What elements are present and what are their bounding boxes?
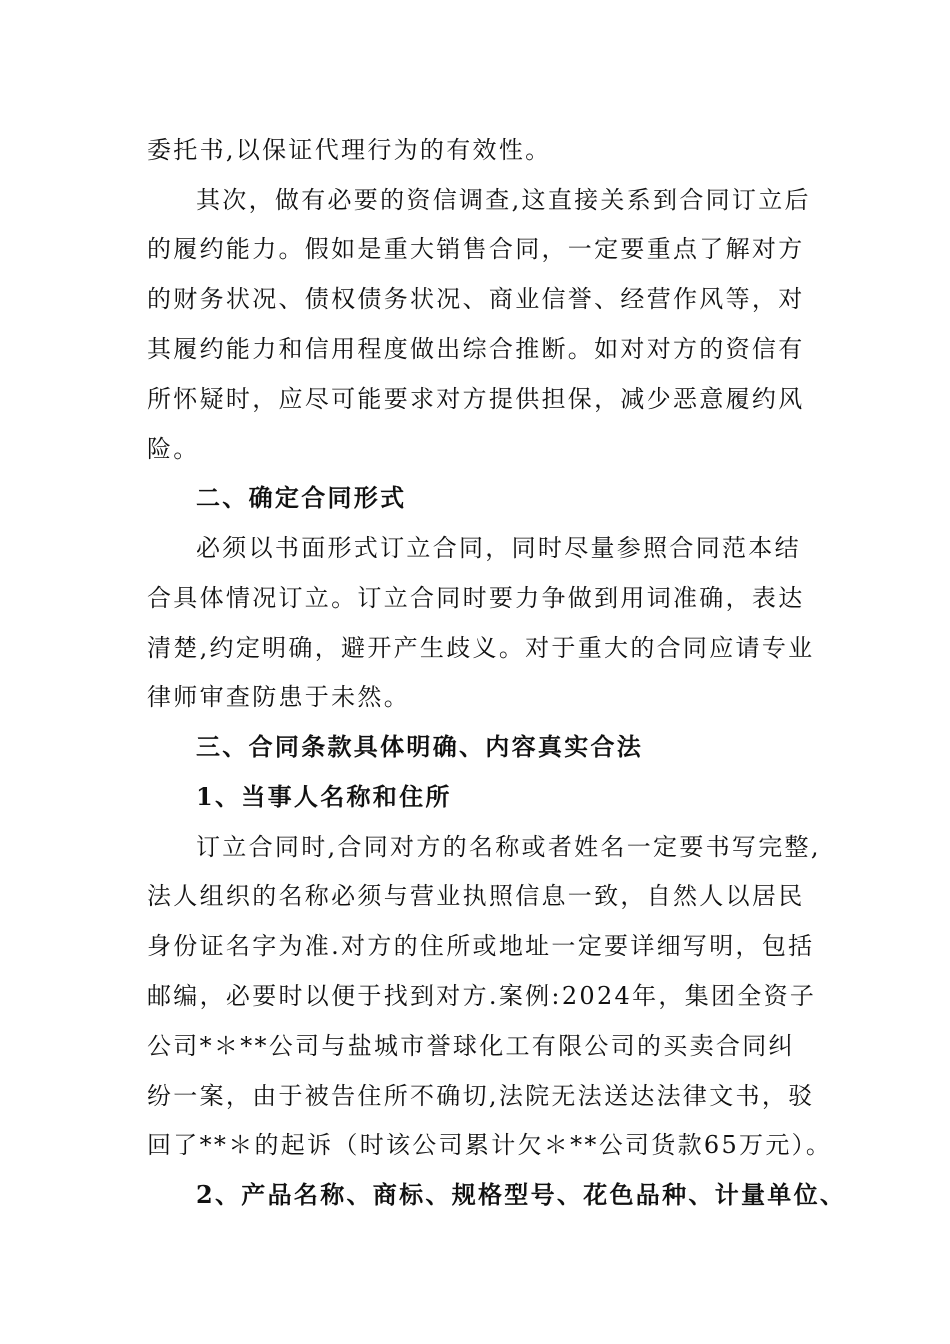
paragraph-line: 身份证名字为准.对方的住所或地址一定要详细写明，包括 <box>147 932 815 960</box>
paragraph-line: 委托书,以保证代理行为的有效性。 <box>147 136 552 164</box>
section-heading: 二、确定合同形式 <box>196 483 407 512</box>
paragraph-line: 其次，做有必要的资信调查,这直接关系到合同订立后 <box>196 186 811 214</box>
paragraph-line: 必须以书面形式订立合同，同时尽量参照合同范本结 <box>196 534 801 562</box>
section-heading: 三、合同条款具体明确、内容真实合法 <box>196 732 644 761</box>
paragraph-line: 订立合同时,合同对方的名称或者姓名一定要书写完整, <box>196 833 821 861</box>
paragraph-line: 公司*＊**公司与盐城市誉球化工有限公司的买卖合同纠 <box>147 1032 795 1060</box>
paragraph-line: 邮编，必要时以便于找到对方.案例:2024年，集团全资子 <box>147 982 817 1010</box>
paragraph-line: 险。 <box>147 435 200 463</box>
paragraph-line: 纷一案，由于被告住所不确切,法院无法送达法律文书，驳 <box>147 1082 815 1110</box>
paragraph-line: 所怀疑时，应尽可能要求对方提供担保，减少恶意履约风 <box>147 385 805 413</box>
paragraph-line: 合具体情况订立。订立合同时要力争做到用词准确，表达 <box>147 584 805 612</box>
subsection-heading: 1、当事人名称和住所 <box>196 782 452 811</box>
paragraph-line: 的履约能力。假如是重大销售合同，一定要重点了解对方 <box>147 235 805 263</box>
paragraph-line: 清楚,约定明确，避开产生歧义。对于重大的合同应请专业 <box>147 634 815 662</box>
paragraph-line: 法人组织的名称必须与营业执照信息一致，自然人以居民 <box>147 882 805 910</box>
paragraph-line: 其履约能力和信用程度做出综合推断。如对对方的资信有 <box>147 335 805 363</box>
paragraph-line: 的财务状况、债权债务状况、商业信誉、经营作风等，对 <box>147 285 805 313</box>
paragraph-line: 律师审查防患于未然。 <box>147 683 410 711</box>
paragraph-line: 回了**＊的起诉（时该公司累计欠＊**公司货款65万元）。 <box>147 1131 833 1159</box>
subsection-heading: 2、产品名称、商标、规格型号、花色品种、计量单位、 <box>196 1180 847 1209</box>
